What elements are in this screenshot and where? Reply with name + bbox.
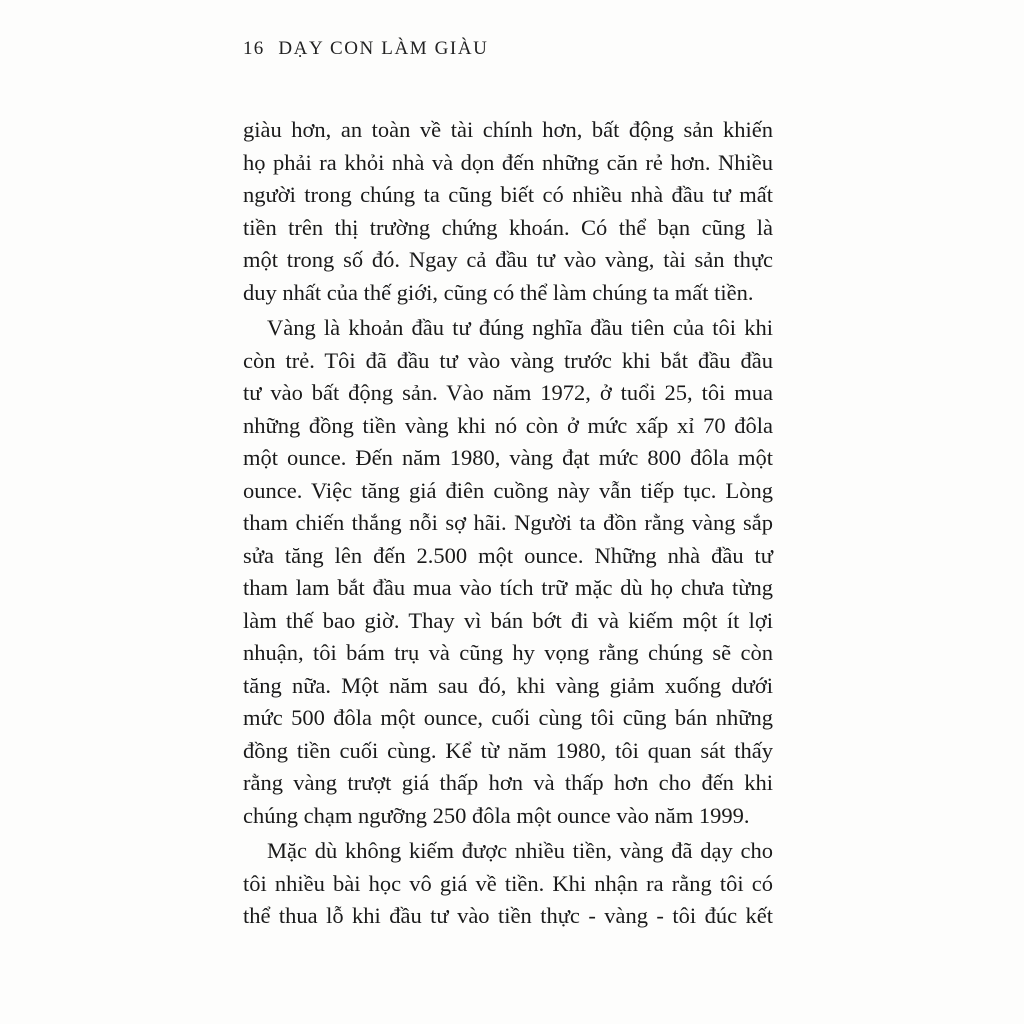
text-line: sửa tăng lên đến 2.500 một ounce. Những nhà đầu tư <box>243 542 773 568</box>
body-text <box>243 114 773 936</box>
text-line: tôi nhiều bài học vô giá về tiền. Khi nhận ra rằng tôi có <box>243 870 773 896</box>
text-line: Vàng là khoản đầu tư đúng nghĩa đầu tiên của tôi khi <box>267 315 773 340</box>
text-line: tiền trên thị trường chứng khoán. Có thể bạn cũng là <box>243 214 773 240</box>
text-line: tư vào bất động sản. Vào năm 1972, ở tuổi 25, tôi mua <box>243 380 773 405</box>
text-line: chúng chạm ngưỡng 250 đôla một ounce vào năm 1999. <box>243 802 750 828</box>
text-line: còn trẻ. Tôi đã đầu tư vào vàng trước khi bắt đầu đầu <box>243 347 773 373</box>
text-line: thể thua lỗ khi đầu tư vào tiền thực - vàng - tôi đúc kết <box>243 903 773 928</box>
text-line: tăng nữa. Một năm sau đó, khi vàng giảm xuống dưới <box>243 672 773 698</box>
paragraph-1 <box>243 114 773 309</box>
text-line: duy nhất của thế giới, cũng có thể làm chúng ta mất tiền. <box>243 279 754 305</box>
text-line: làm thế bao giờ. Thay vì bán bớt đi và kiếm một ít lợi <box>243 607 773 633</box>
text-line: tham chiến thắng nỗi sợ hãi. Người ta đồn rằng vàng sắp <box>243 510 773 535</box>
text-line: một trong số đó. Ngay cả đầu tư vào vàng, tài sản thực <box>243 247 773 272</box>
text-line: họ phải ra khỏi nhà và dọn đến những căn rẻ hơn. Nhiều <box>243 149 773 175</box>
text-line: những đồng tiền vàng khi nó còn ở mức xấp xỉ 70 đôla <box>243 412 773 438</box>
text-line: người trong chúng ta cũng biết có nhiều nhà đầu tư mất <box>243 182 773 207</box>
text-line: giàu hơn, an toàn về tài chính hơn, bất động sản khiến <box>243 117 773 142</box>
paragraph-3 <box>243 835 773 933</box>
text-line: rằng vàng trượt giá thấp hơn và thấp hơn cho đến khi <box>243 770 773 795</box>
running-header <box>243 38 489 60</box>
text-line: tham lam bắt đầu mua vào tích trữ mặc dù họ chưa từng <box>243 575 773 600</box>
text-line: đồng tiền cuối cùng. Kể từ năm 1980, tôi quan sát thấy <box>243 737 773 763</box>
text-line: một ounce. Đến năm 1980, vàng đạt mức 800 đôla một <box>243 445 773 470</box>
text-line: ounce. Việc tăng giá điên cuồng này vẫn tiếp tục. Lòng <box>243 477 773 503</box>
page-number: 16 <box>243 38 265 59</box>
paragraph-2 <box>243 312 773 832</box>
book-title: DẠY CON LÀM GIÀU <box>278 38 489 59</box>
text-line: mức 500 đôla một ounce, cuối cùng tôi cũng bán những <box>243 705 773 730</box>
text-line: Mặc dù không kiếm được nhiều tiền, vàng đã dạy cho <box>267 838 773 863</box>
text-line: nhuận, tôi bám trụ và cũng hy vọng rằng chúng sẽ còn <box>243 640 773 665</box>
